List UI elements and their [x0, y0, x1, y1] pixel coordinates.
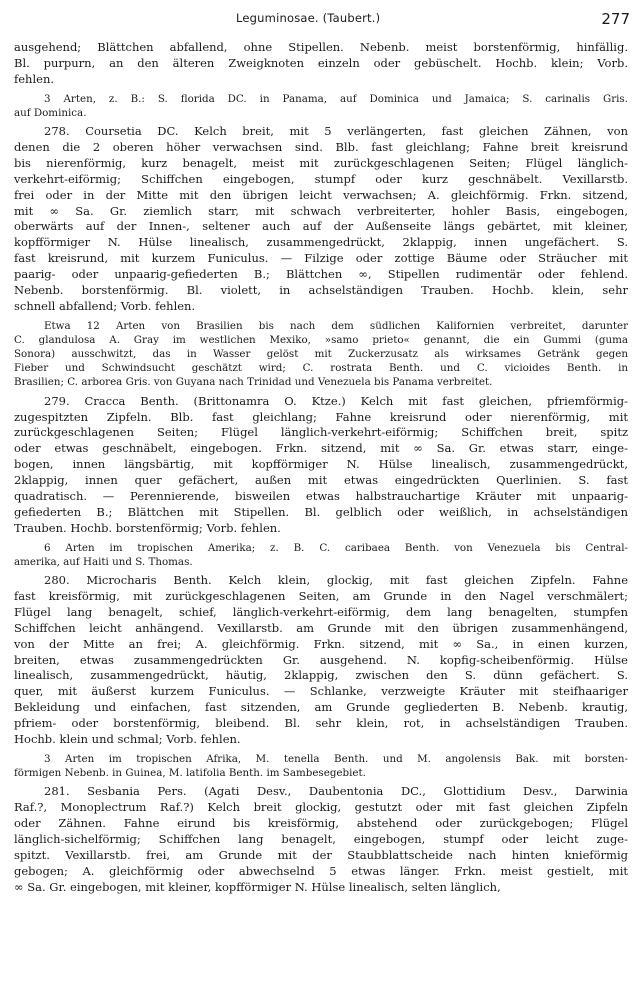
species-note	[14, 319, 628, 390]
species-note	[14, 752, 628, 780]
text-line: oder etwas geschnäbelt, eingebogen. Frkn. sitzend, mit ∞ Sa. Gr. etwas starr, einge-	[14, 441, 628, 456]
text-line: von der Mitte an frei; A. gleichförmig. Frkn. sitzend, mit ∞ Sa., in einen kurzen,	[14, 636, 628, 651]
genus-paragraph	[14, 784, 628, 895]
genus-paragraph	[14, 394, 628, 537]
text-line: pfriem- oder borstenförmig, bleibend. Bl. sehr klein, rot, in achselständigen Trauben.	[14, 716, 628, 731]
text-line: spitzt. Vexillarstb. frei, am Grunde mit der Staubblattscheide nach hinten knieförmig	[14, 847, 628, 862]
text-line: quer, mit äußerst kurzem Funiculus. — Schlanke, verzweigte Kräuter mit steifhaariger	[14, 684, 628, 699]
text-line: linealisch, zusammengedrückt, häutig, 2klappig, zwischen den S. dünn gefächert. S.	[14, 668, 628, 683]
text-line: schnell abfallend; Vorb. fehlen.	[14, 298, 196, 313]
species-note	[14, 541, 628, 569]
text-line: gefiederten B.; Blättchen mit Stipellen. Bl. gelblich oder weißlich, in achselständigen	[14, 504, 628, 519]
text-line: Bekleidung und einfachen, fast sitzenden, am Grunde gegliederten B. Nebenb. krautig,	[14, 700, 628, 715]
text-line: ∞ Sa. Gr. eingebogen, mit kleiner, kopfförmiger N. Hülse linealisch, selten länglich,	[14, 879, 501, 894]
text-line: länglich-sichelförmig; Schiffchen lang benagelt, eingebogen, stumpf oder leicht zuge-	[14, 831, 628, 846]
text-line: frei oder in der Mitte mit den übrigen leicht verwachsen; A. gleichförmig. Frkn. sitzend,	[14, 187, 628, 202]
text-line: 279. Cracca Benth. (Brittonamra O. Ktze.) Kelch mit fast gleichen, pfriemförmig-	[44, 393, 628, 408]
text-line: zurückgeschlagenen Seiten; Flügel länglich-verkehrt-eiförmig; Schiffchen breit, spitz	[14, 425, 628, 440]
text-line: zugespitzten Zipfeln. Blb. fast gleichlang; Fahne kreisrund oder nierenförmig, mit	[14, 409, 628, 424]
text-line: kopfförmiger N. Hülse linealisch, zusammengedrückt, 2klappig, innen ungefächert. S.	[14, 235, 628, 250]
text-line: Etwa 12 Arten von Brasilien bis nach dem südlichen Kalifornien verbreitet, darunter	[44, 319, 628, 332]
text-line: Fieber und Schwindsucht geschätzt wird; C. rostrata Benth. und C. vicioides Benth. in	[14, 362, 628, 375]
text-line: 2klappig, innen quer gefächert, außen mit etwas eingedrückten Querlinien. S. fast	[14, 473, 628, 488]
book-page	[14, 0, 628, 895]
text-line: Sonora) ausschwitzt, das in Wasser gelöst mit Zuckerzusatz als wirksames Getränk gegen	[14, 348, 628, 361]
text-line: paarig- oder unpaarig-gefiederten B.; Blättchen ∞, Stipellen rudimentär oder fehlend.	[14, 267, 628, 282]
text-line: 3 Arten, z. B.: S. florida DC. in Panama, auf Dominica und Jamaica; S. carinalis Gris.	[44, 92, 628, 105]
text-line: Hochb. klein und schmal; Vorb. fehlen.	[14, 731, 241, 746]
text-line: förmigen Nebenb. in Guinea, M. latifolia Benth. im Sambesegebiet.	[14, 767, 366, 780]
text-line: auf Dominica.	[14, 106, 87, 119]
page-number: 277	[601, 10, 630, 28]
text-line: bis nierenförmig, kurz benagelt, meist mit zurückgeschlagenen Seiten; Flügel länglich-	[14, 155, 628, 170]
text-line: C. glandulosa A. Gray im westlichen Mexiko, »samo prieto« genannt, die ein Gummi (guma	[14, 333, 628, 346]
text-line: Schiffchen leicht anhängend. Vexillarstb. am Grunde mit den übrigen zusammenhängend,	[14, 620, 628, 635]
text-line: Nebenb. borstenförmig. Bl. violett, in achselständigen Trauben. Hochb. klein, sehr	[14, 282, 628, 297]
text-line: mit ∞ Sa. Gr. ziemlich starr, mit schwach verbreiterter, hohler Basis, eingebogen,	[14, 203, 628, 218]
text-line: Bl. purpurn, an den älteren Zweigknoten einzeln oder gebüschelt. Hochb. klein; Vorb.	[14, 55, 628, 70]
running-title: Leguminosae. (Taubert.)	[236, 11, 381, 25]
text-line: 6 Arten im tropischen Amerika; z. B. C. caribaea Benth. von Venezuela bis Central-	[44, 541, 628, 554]
genus-paragraph	[14, 573, 628, 748]
text-line: fast kreisförmig, mit zurückgeschlagenen Seiten, am Grunde in den Nagel verschmälert;	[14, 588, 628, 603]
text-line: ausgehend; Blättchen abfallend, ohne Stipellen. Nebenb. meist borstenförmig, hinfällig.	[14, 40, 628, 54]
text-line: oder Zähnen. Fahne eirund bis kreisförmig, abstehend oder zurückgebogen; Flügel	[14, 816, 628, 831]
text-line: fast kreisrund, mit kurzem Funiculus. — Filzige oder zottige Bäume oder Sträucher mit	[14, 251, 628, 266]
genus-paragraph	[14, 124, 628, 315]
text-line: bogen, innen längsbärtig, mit kopfförmiger N. Hülse linealisch, zusammengedrückt,	[14, 457, 628, 472]
text-line: 3 Arten im tropischen Afrika, M. tenella Benth. und M. angolensis Bak. mit borsten-	[44, 752, 628, 765]
text-line: Raf.?, Monoplectrum Raf.?) Kelch breit glockig, gestutzt oder mit fast gleichen Zipfeln	[14, 800, 628, 815]
text-line: breiten, etwas zusammengedrückten Gr. ausgehend. N. kopfig-scheibenförmig. Hülse	[14, 652, 628, 667]
text-line: 281. Sesbania Pers. (Agati Desv., Daubentonia DC., Glottidium Desv., Darwinia	[44, 784, 628, 799]
text-line: quadratisch. — Perennierende, bisweilen etwas halbstrauchartige Kräuter mit unpaarig-	[14, 489, 628, 504]
text-line: amerika, auf Haiti und S. Thomas.	[14, 555, 193, 568]
text-line: gebogen; A. gleichförmig oder abwechselnd 5 etwas länger. Frkn. meist gestielt, mit	[14, 863, 628, 878]
text-line: oberwärts auf der Innen-, seltener auch auf der Außenseite längs gebärtet, mit kleiner,	[14, 219, 628, 234]
genus-paragraph	[14, 40, 628, 88]
text-line: fehlen.	[14, 71, 55, 86]
text-line: Flügel lang benagelt, schief, länglich-verkehrt-eiförmig, dem lang benagelten, stumpfen	[14, 604, 628, 619]
text-line: verkehrt-eiförmig; Schiffchen eingebogen, stumpf oder kurz geschnäbelt. Vexillarstb.	[14, 171, 628, 186]
text-line: Trauben. Hochb. borstenförmig; Vorb. fehlen.	[14, 520, 281, 535]
text-line: 280. Microcharis Benth. Kelch klein, glockig, mit fast gleichen Zipfeln. Fahne	[44, 573, 628, 588]
text-line: 278. Coursetia DC. Kelch breit, mit 5 verlängerten, fast gleichen Zähnen, von	[44, 124, 628, 139]
species-note	[14, 92, 628, 120]
text-line: Brasilien; C. arborea Gris. von Guyana nach Trinidad und Venezuela bis Panama verbreitet.	[14, 376, 493, 389]
text-line: denen die 2 oberen höher verwachsen sind. Blb. fast gleichlang; Fahne breit kreisrund	[14, 139, 628, 154]
text-body	[14, 40, 628, 895]
page-header	[14, 0, 628, 40]
